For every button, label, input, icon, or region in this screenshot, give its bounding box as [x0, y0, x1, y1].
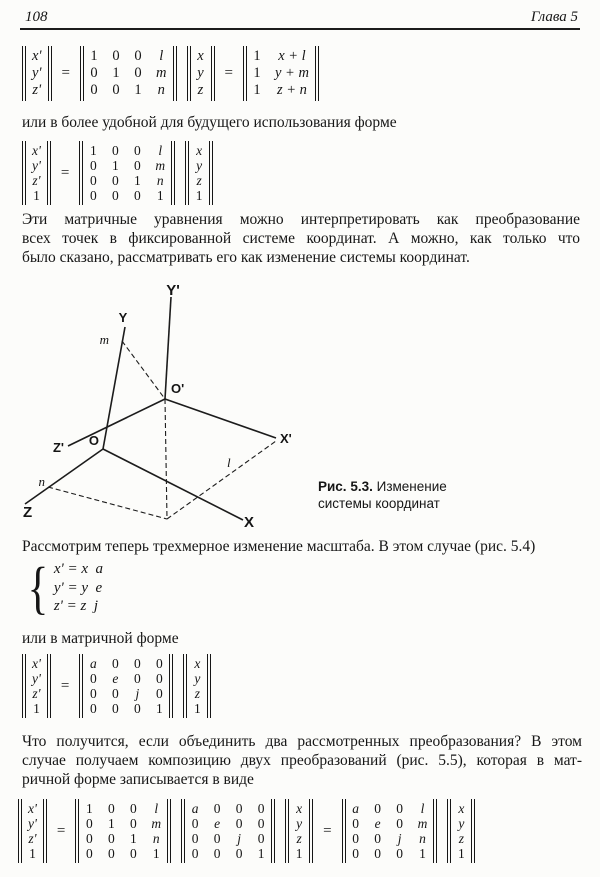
matrix	[447, 799, 475, 863]
m-offset-dashed-line	[122, 341, 165, 399]
matrix-cell: j	[237, 831, 241, 846]
matrix-cell: 0	[90, 65, 98, 81]
matrix-cell: a	[191, 801, 199, 816]
matrix-cell: 0	[89, 188, 97, 203]
equals-operator: =	[60, 164, 70, 181]
matrix-cell: y	[458, 816, 465, 831]
matrix-cell: 0	[111, 701, 119, 716]
matrix-cell: 0	[374, 801, 381, 816]
matrix-cell: 0	[111, 656, 119, 671]
matrix-cell: 0	[257, 831, 265, 846]
matrix-cell: n	[419, 831, 426, 846]
matrix-cell: x	[197, 48, 204, 64]
matrix-cell: 0	[85, 846, 93, 861]
matrix-cell: 0	[396, 816, 403, 831]
matrix-cell: 0	[155, 671, 163, 686]
paragraph-interpretation	[22, 210, 580, 267]
matrix-cell: 0	[107, 801, 115, 816]
matrix-cell: 0	[257, 816, 265, 831]
label-x: X	[244, 514, 255, 531]
text-line: ричной форме записывается в виде	[22, 771, 254, 788]
matrix	[187, 46, 215, 101]
matrix-cell: y	[194, 671, 201, 686]
matrix-cell: e	[112, 671, 119, 686]
matrix-cell: 1	[33, 701, 40, 716]
text-line: z' = z j	[53, 598, 99, 615]
matrix-cell: 1	[111, 158, 119, 173]
matrix-cell: y'	[32, 671, 41, 686]
figure-5-3-diagram	[15, 283, 320, 533]
matrix-cell: 0	[129, 846, 137, 861]
matrix-cell: x	[194, 656, 201, 671]
matrix-cell: 0	[133, 143, 141, 158]
matrix-cell: 0	[213, 801, 221, 816]
matrix-cell: 1	[90, 48, 98, 64]
matrix-cell: 1	[33, 188, 40, 203]
matrix-equation-scale	[22, 654, 211, 718]
matrix-cell: 1	[253, 82, 261, 98]
matrix-cell: 0	[133, 158, 141, 173]
matrix	[243, 46, 319, 101]
label-o: O	[88, 433, 99, 448]
matrix-equation-translation	[22, 46, 319, 101]
matrix-cell: 1	[195, 188, 203, 203]
matrix-cell: 0	[112, 82, 120, 98]
matrix	[22, 654, 51, 718]
matrix-cell: x	[196, 143, 203, 158]
equals-operator: =	[61, 65, 71, 81]
matrix-cell: 0	[107, 846, 115, 861]
matrix-cell: z'	[32, 82, 42, 98]
matrix-cell: x'	[32, 143, 41, 158]
matrix-cell: n	[156, 173, 164, 188]
equals-operator: =	[60, 677, 70, 694]
matrix-cell: j	[397, 831, 402, 846]
matrix-cell: x + l	[278, 48, 306, 64]
matrix-cell: 0	[107, 831, 115, 846]
matrix-cell: z'	[28, 831, 37, 846]
header-divider	[20, 28, 580, 30]
matrix-cell: z	[196, 173, 202, 188]
matrix-cell: 0	[133, 701, 141, 716]
matrix-cell: 0	[89, 701, 97, 716]
n-offset-dashed-line	[48, 487, 167, 519]
matrix-cell: m	[417, 816, 428, 831]
matrix-cell: y'	[28, 816, 37, 831]
matrix-cell: 1	[295, 846, 303, 861]
matrix-cell: 0	[111, 686, 119, 701]
matrix-cell: 0	[89, 173, 97, 188]
matrix-cell: 1	[257, 846, 265, 861]
matrix	[183, 654, 211, 718]
matrix-cell: 1	[133, 173, 141, 188]
caption-text-1: Изменение	[376, 479, 447, 494]
scale-equation-system	[24, 555, 103, 620]
curly-brace: {	[27, 555, 49, 620]
caption-line-2: системы координат	[318, 496, 440, 511]
matrix-cell: y	[296, 816, 303, 831]
matrix-cell: 1	[89, 143, 97, 158]
matrix-cell: 0	[89, 671, 97, 686]
matrix-cell: 0	[89, 686, 97, 701]
matrix-cell: 1	[134, 82, 142, 98]
matrix-cell: 1	[29, 846, 36, 861]
label-l: l	[227, 455, 231, 470]
text-line: Эти матричные уравнения можно интерпретировать как преобразование	[22, 211, 580, 228]
page-number: 108	[25, 9, 48, 25]
matrix-cell: 0	[90, 82, 98, 98]
paragraph-composition	[22, 732, 582, 789]
matrix-cell: 0	[352, 816, 359, 831]
label-m: m	[99, 332, 109, 347]
matrix-cell: x'	[28, 801, 37, 816]
matrix-cell: 0	[257, 801, 265, 816]
label-x-prime: X'	[280, 431, 292, 446]
matrix-cell: j	[135, 686, 140, 701]
matrix-cell: 1	[193, 701, 201, 716]
caption-number: Рис. 5.3.	[318, 479, 373, 494]
matrix-cell: z'	[32, 686, 41, 701]
matrix-cell: 1	[155, 701, 163, 716]
matrix-cell: 1	[85, 801, 93, 816]
matrix-cell: 0	[235, 801, 243, 816]
matrix	[22, 46, 52, 101]
matrix-cell: 1	[107, 816, 115, 831]
equals-operator: =	[323, 822, 332, 839]
matrix-cell: m	[155, 158, 166, 173]
matrix-cell: 0	[213, 831, 221, 846]
matrix	[181, 799, 275, 863]
paragraph-matrix-form: или в матричной форме	[22, 630, 179, 647]
matrix-cell: 0	[396, 801, 403, 816]
matrix-cell: 0	[155, 686, 163, 701]
matrix-cell: y	[197, 65, 204, 81]
text-line: y' = y e	[53, 579, 103, 596]
z-prime-axis	[68, 399, 165, 446]
matrix-cell: 0	[111, 143, 119, 158]
matrix-cell: 0	[133, 656, 141, 671]
text-line: всех точек в фиксированной системе координат. А можно, как только что	[22, 230, 580, 247]
matrix	[185, 141, 213, 205]
matrix-cell: 0	[85, 816, 93, 831]
paragraph-more-convenient-form: или в более удобной для будущего использования форме	[22, 114, 397, 131]
text-line: Что получится, если объединить два рассмотренных преобразования? В этом	[22, 733, 582, 750]
matrix-equation-homogeneous	[22, 141, 213, 205]
matrix-cell: l	[159, 48, 164, 64]
x-prime-axis	[165, 399, 276, 438]
equals-operator: =	[56, 822, 66, 839]
figure-caption	[318, 478, 447, 512]
matrix-cell: 0	[235, 816, 243, 831]
matrix-cell: 0	[352, 846, 359, 861]
caption-line-1	[318, 478, 447, 495]
matrix-cell: x'	[32, 48, 42, 64]
matrix-cell: 0	[155, 656, 163, 671]
matrix-cell: z	[197, 82, 204, 98]
chapter-header: Глава 5	[530, 9, 578, 25]
matrix-cell: z	[194, 686, 200, 701]
matrix-cell: 0	[191, 846, 199, 861]
matrix	[18, 799, 47, 863]
matrix-cell: 0	[89, 158, 97, 173]
matrix-cell: y'	[32, 65, 42, 81]
matrix-cell: 0	[133, 188, 141, 203]
matrix-cell: y'	[32, 158, 41, 173]
matrix-cell: e	[374, 816, 381, 831]
matrix	[79, 654, 173, 718]
matrix-cell: n	[152, 831, 160, 846]
matrix-cell: z'	[32, 173, 41, 188]
matrix-cell: 1	[419, 846, 426, 861]
matrix	[75, 799, 171, 863]
matrix	[80, 46, 176, 101]
vertical-dashed-line	[165, 399, 167, 519]
matrix-cell: e	[214, 816, 221, 831]
matrix-cell: l	[158, 143, 163, 158]
matrix-cell: x	[296, 801, 303, 816]
matrix-cell: 1	[457, 846, 465, 861]
paragraph-scale-intro: Рассмотрим теперь трехмерное изменение масштаба. В этом случае (рис. 5.4)	[22, 538, 536, 555]
matrix-cell: 0	[111, 173, 119, 188]
l-offset-dashed-line	[167, 441, 276, 519]
matrix-cell: y + m	[274, 65, 309, 81]
matrix-cell: x'	[32, 656, 41, 671]
matrix-cell: z + n	[276, 82, 307, 98]
matrix-cell: a	[352, 801, 359, 816]
matrix-cell: 0	[111, 188, 119, 203]
matrix-cell: 0	[85, 831, 93, 846]
matrix-cell: 1	[112, 65, 120, 81]
matrix-cell: 0	[129, 816, 137, 831]
matrix-equation-composition	[18, 799, 475, 863]
matrix-cell: 0	[129, 801, 137, 816]
z-axis	[25, 449, 103, 504]
x-axis	[103, 449, 243, 520]
matrix-cell: 0	[134, 65, 142, 81]
label-z-prime: Z'	[52, 440, 64, 455]
matrix-cell: 1	[253, 65, 261, 81]
matrix-cell: m	[151, 816, 162, 831]
matrix-cell: y	[196, 158, 203, 173]
label-z: Z	[23, 504, 33, 521]
matrix-cell: 0	[235, 846, 243, 861]
matrix-cell: 1	[129, 831, 137, 846]
matrix-cell: 0	[112, 48, 120, 64]
matrix-cell: z	[458, 831, 464, 846]
equals-operator: =	[224, 65, 233, 81]
label-y-prime: Y'	[166, 283, 180, 299]
text-line: было сказано, рассматривать его как изменение системы координат.	[22, 249, 470, 266]
matrix-cell: 1	[156, 188, 164, 203]
matrix-cell: n	[157, 82, 165, 98]
matrix-cell: 0	[191, 816, 199, 831]
matrix-cell: 0	[352, 831, 359, 846]
text-line: случае получаем композицию двух преобразований (рис. 5.5), которая в мат-	[22, 752, 582, 769]
matrix-cell: z	[296, 831, 302, 846]
matrix-cell: l	[420, 801, 425, 816]
label-n: n	[38, 474, 45, 489]
matrix-cell: a	[89, 656, 97, 671]
matrix-cell: 0	[374, 846, 381, 861]
matrix-cell: 0	[134, 48, 142, 64]
matrix-cell: 0	[191, 831, 199, 846]
matrix	[22, 141, 51, 205]
matrix-cell: 0	[374, 831, 381, 846]
matrix-cell: m	[156, 65, 167, 81]
matrix-cell: 0	[213, 846, 221, 861]
text-line: x' = x a	[53, 561, 103, 578]
label-y: Y	[118, 310, 128, 325]
matrix	[342, 799, 438, 863]
matrix-cell: 0	[133, 671, 141, 686]
matrix-cell: l	[154, 801, 159, 816]
matrix	[285, 799, 313, 863]
matrix-cell: x	[458, 801, 465, 816]
scale-equations	[54, 560, 103, 616]
matrix	[79, 141, 175, 205]
label-o-prime: O'	[171, 381, 185, 396]
matrix-cell: 1	[152, 846, 160, 861]
matrix-cell: 0	[396, 846, 403, 861]
matrix-cell: 1	[253, 48, 261, 64]
